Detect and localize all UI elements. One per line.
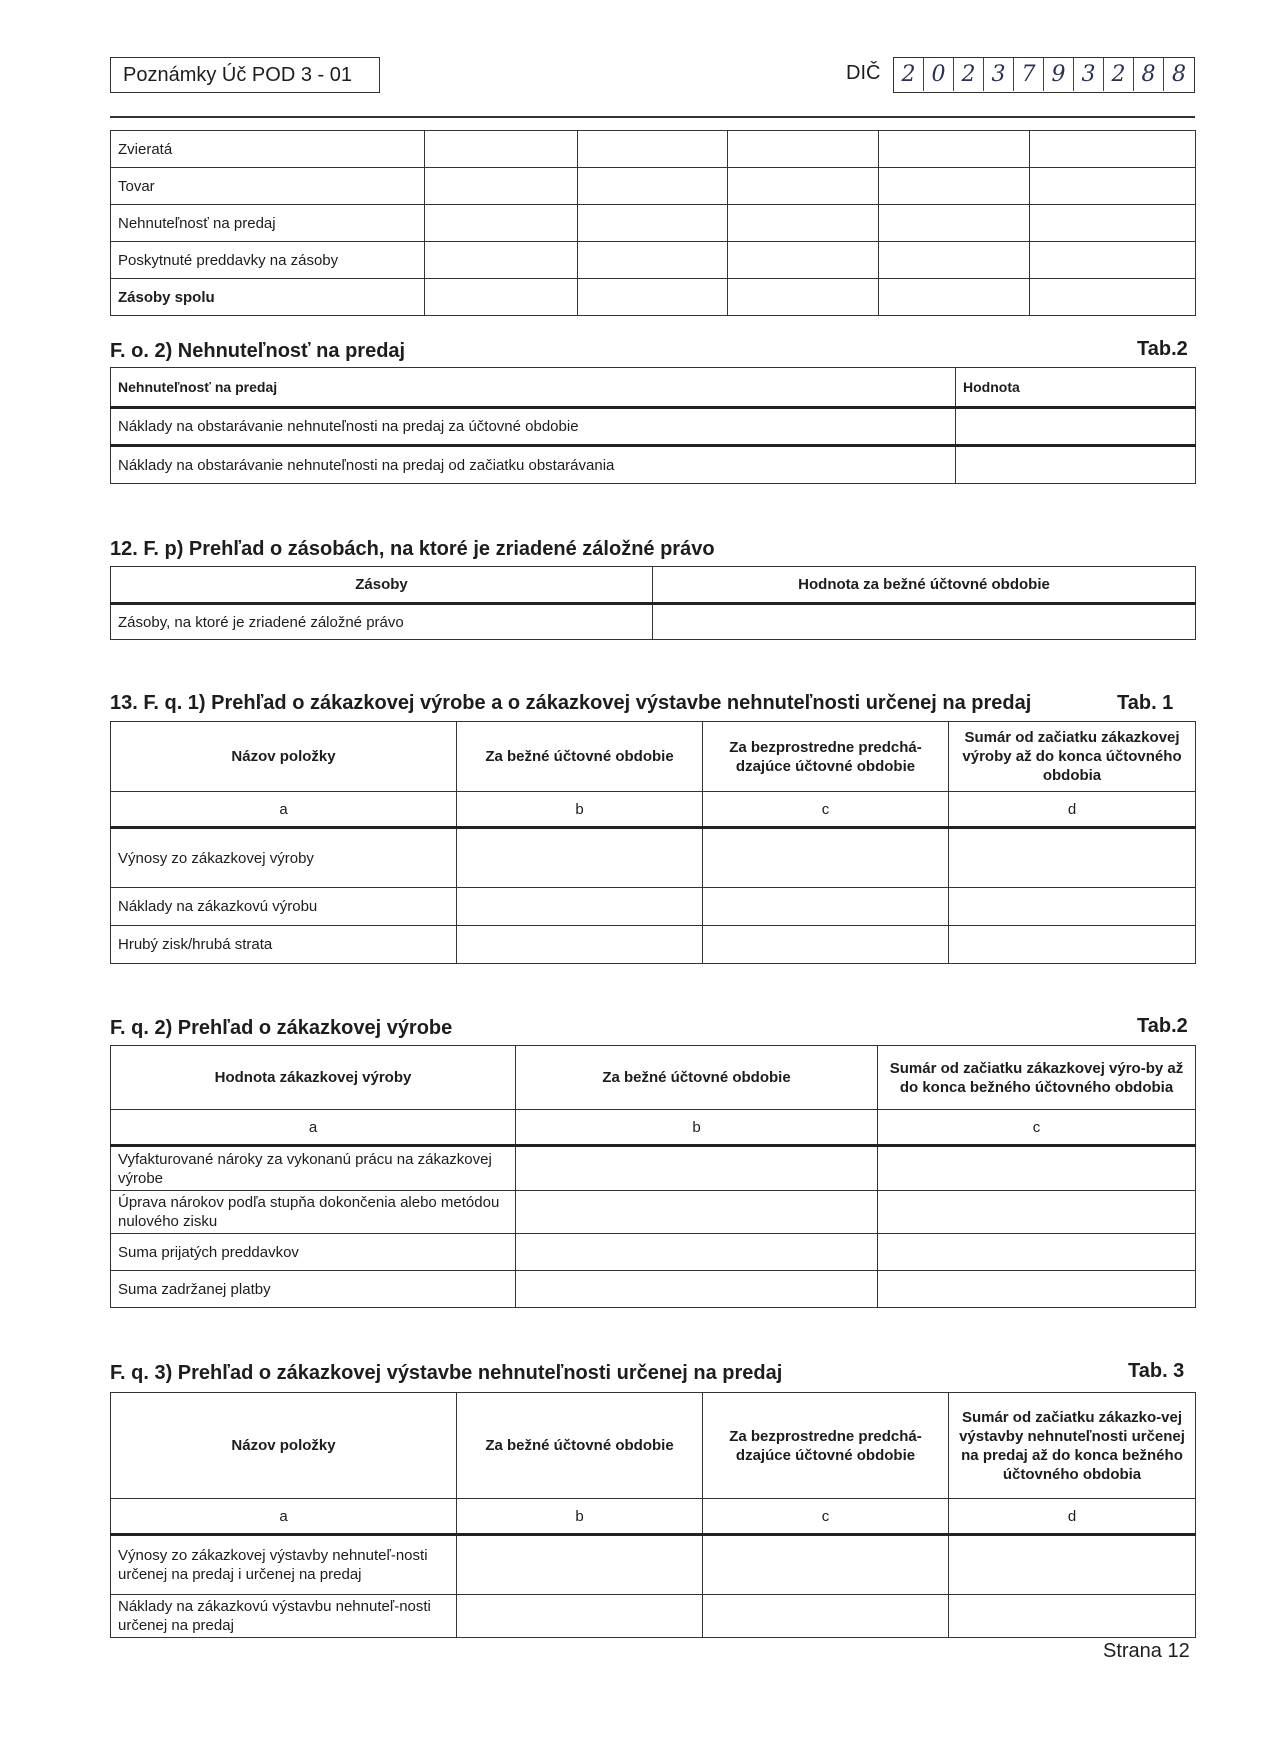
column-header: Hodnota — [956, 368, 1196, 408]
value-cell[interactable] — [457, 1595, 703, 1638]
value-cell[interactable] — [516, 1271, 878, 1308]
row-label: Výnosy zo zákazkovej výroby — [111, 828, 457, 888]
column-header: Názov položky — [111, 722, 457, 792]
table-header-row — [111, 1393, 1196, 1499]
row-label: Výnosy zo zákazkovej výstavby nehnuteľ-nosti určenej na predaj i určenej na predaj — [111, 1535, 457, 1595]
value-cell[interactable] — [425, 279, 578, 316]
column-header: Zásoby — [111, 567, 653, 604]
fo2-table — [110, 367, 1196, 484]
dic-digit[interactable]: 8 — [1172, 62, 1186, 87]
row-label: Hrubý zisk/hrubá strata — [111, 926, 457, 964]
dic-digit[interactable]: 7 — [1014, 58, 1044, 91]
column-letter: c — [878, 1110, 1196, 1146]
value-cell[interactable] — [703, 888, 949, 926]
column-header: Názov položky — [111, 1393, 457, 1499]
value-cell[interactable] — [516, 1191, 878, 1234]
value-cell[interactable] — [578, 131, 728, 168]
value-cell[interactable] — [949, 828, 1196, 888]
dic-digit[interactable]: 2 — [954, 58, 984, 91]
column-header: Sumár od začiatku zákazkovej výroby až do konca účtovného obdobia — [949, 722, 1196, 792]
letter-row — [111, 1499, 1196, 1535]
value-cell[interactable] — [728, 131, 879, 168]
value-cell[interactable] — [879, 131, 1030, 168]
table-row — [111, 1535, 1196, 1595]
value-cell[interactable] — [1030, 205, 1196, 242]
value-cell[interactable] — [1030, 131, 1196, 168]
column-letter: b — [457, 792, 703, 828]
form-title: Poznámky Úč POD 3 - 01 — [110, 57, 380, 93]
value-cell[interactable] — [578, 279, 728, 316]
table-row — [111, 1146, 1196, 1191]
value-cell[interactable] — [425, 131, 578, 168]
table-header-row — [111, 722, 1196, 792]
value-cell[interactable] — [1030, 242, 1196, 279]
value-cell[interactable] — [949, 1595, 1196, 1638]
table-header-row — [111, 567, 1196, 604]
row-label: Suma zadržanej platby — [111, 1271, 516, 1308]
value-cell[interactable] — [879, 279, 1030, 316]
letter-row — [111, 792, 1196, 828]
table-row — [111, 888, 1196, 926]
value-cell[interactable] — [457, 926, 703, 964]
row-label-total: Zásoby spolu — [111, 279, 425, 316]
value-cell[interactable] — [425, 242, 578, 279]
table-header-row — [111, 368, 1196, 408]
dic-digit[interactable]: 8 — [1134, 58, 1164, 91]
table-row — [111, 131, 1196, 168]
row-label: Suma prijatých preddavkov — [111, 1234, 516, 1271]
tab-label: Tab. 3 — [1128, 1360, 1185, 1382]
table-row — [111, 242, 1196, 279]
value-cell[interactable] — [878, 1234, 1196, 1271]
fq3-table — [110, 1392, 1196, 1638]
row-label: Náklady na obstarávanie nehnuteľnosti na predaj od začiatku obstarávania — [111, 446, 956, 484]
column-letter: a — [111, 1499, 457, 1535]
table-row — [111, 1234, 1196, 1271]
dic-digit[interactable]: 3 — [1074, 58, 1104, 91]
fp-table — [110, 566, 1196, 640]
column-letter: a — [111, 1110, 516, 1146]
value-cell[interactable] — [879, 205, 1030, 242]
column-header: Za bežné účtovné obdobie — [516, 1046, 878, 1110]
section-title-fq3: F. q. 3) Prehľad o zákazkovej výstavbe nehnuteľnosti určenej na predaj — [110, 1362, 783, 1384]
fq2-table — [110, 1045, 1196, 1308]
dic-digit[interactable]: 2 — [1104, 58, 1134, 91]
tab-label: Tab. 1 — [1117, 692, 1174, 714]
row-label: Nehnuteľnosť na predaj — [111, 205, 425, 242]
header-divider — [110, 116, 1195, 118]
table-row — [111, 926, 1196, 964]
value-cell[interactable] — [1030, 279, 1196, 316]
value-cell[interactable] — [457, 828, 703, 888]
value-cell[interactable] — [878, 1146, 1196, 1191]
value-cell[interactable] — [703, 1535, 949, 1595]
value-cell[interactable] — [425, 205, 578, 242]
fq1-table — [110, 721, 1196, 964]
value-cell[interactable] — [949, 926, 1196, 964]
value-cell[interactable] — [728, 242, 879, 279]
column-header: Sumár od začiatku zákazko-vej výstavby nehnuteľnosti určenej na predaj až do konca bežného účtovného obdobia — [949, 1393, 1196, 1499]
column-header: Za bezprostredne predchá-dzajúce účtovné obdobie — [703, 1393, 949, 1499]
value-cell[interactable] — [578, 205, 728, 242]
table-row — [111, 604, 1196, 640]
column-header: Hodnota zákazkovej výroby — [111, 1046, 516, 1110]
value-cell[interactable] — [516, 1234, 878, 1271]
column-letter: b — [457, 1499, 703, 1535]
table-row — [111, 1271, 1196, 1308]
column-header: Sumár od začiatku zákazkovej výro-by až do konca bežného účtovného obdobia — [878, 1046, 1196, 1110]
dic-label: DIČ — [846, 62, 881, 84]
dic-field[interactable] — [893, 57, 1195, 93]
value-cell[interactable] — [578, 168, 728, 205]
row-label: Zvieratá — [111, 131, 425, 168]
value-cell[interactable] — [878, 1191, 1196, 1234]
value-cell[interactable] — [457, 888, 703, 926]
section-title-fq2: F. q. 2) Prehľad o zákazkovej výrobe — [110, 1017, 453, 1039]
dic-digit[interactable]: 0 — [924, 58, 954, 91]
table-header-row — [111, 1046, 1196, 1110]
dic-digit[interactable]: 9 — [1044, 58, 1074, 91]
row-label: Poskytnuté preddavky na zásoby — [111, 242, 425, 279]
page-number: Strana 12 — [1103, 1640, 1190, 1662]
value-cell[interactable] — [516, 1146, 878, 1191]
value-cell[interactable] — [956, 446, 1196, 484]
table-row — [111, 446, 1196, 484]
table-row — [111, 1595, 1196, 1638]
row-label: Úprava nárokov podľa stupňa dokončenia alebo metódou nulového zisku — [111, 1191, 516, 1234]
value-cell[interactable] — [728, 205, 879, 242]
table-row — [111, 408, 1196, 446]
value-cell[interactable] — [728, 168, 879, 205]
value-cell[interactable] — [703, 1595, 949, 1638]
column-header: Za bežné účtovné obdobie — [457, 722, 703, 792]
column-letter: c — [703, 792, 949, 828]
section-title-fq1: 13. F. q. 1) Prehľad o zákazkovej výrobe a o zákazkovej výstavbe nehnuteľnosti určenej na predaj — [110, 692, 1032, 714]
row-label: Náklady na zákazkovú výrobu — [111, 888, 457, 926]
column-letter: a — [111, 792, 457, 828]
dic-digit[interactable]: 3 — [984, 58, 1014, 91]
column-letter: b — [516, 1110, 878, 1146]
column-letter: d — [949, 1499, 1196, 1535]
value-cell[interactable] — [728, 279, 879, 316]
column-header: Za bežné účtovné obdobie — [457, 1393, 703, 1499]
table-row — [111, 205, 1196, 242]
row-label: Zásoby, na ktoré je zriadené záložné právo — [111, 604, 653, 640]
letter-row — [111, 1110, 1196, 1146]
value-cell[interactable] — [578, 242, 728, 279]
table-row — [111, 828, 1196, 888]
column-letter: c — [703, 1499, 949, 1535]
value-cell[interactable] — [878, 1271, 1196, 1308]
value-cell[interactable] — [949, 888, 1196, 926]
row-label: Vyfakturované nároky za vykonanú prácu na zákazkovej výrobe — [111, 1146, 516, 1191]
section-title-fo2: F. o. 2) Nehnuteľnosť na predaj — [110, 340, 406, 362]
value-cell[interactable] — [457, 1535, 703, 1595]
value-cell[interactable] — [949, 1535, 1196, 1595]
value-cell[interactable] — [879, 242, 1030, 279]
row-label: Náklady na obstarávanie nehnuteľnosti na predaj za účtovné obdobie — [111, 408, 956, 446]
table-row — [111, 1191, 1196, 1234]
column-header: Za bezprostredne predchá-dzajúce účtovné obdobie — [703, 722, 949, 792]
value-cell[interactable] — [703, 926, 949, 964]
column-header: Hodnota za bežné účtovné obdobie — [653, 567, 1196, 604]
table-row-total — [111, 279, 1196, 316]
row-label: Náklady na zákazkovú výstavbu nehnuteľ-nosti určenej na predaj — [111, 1595, 457, 1638]
column-letter: d — [949, 792, 1196, 828]
column-header: Nehnuteľnosť na predaj — [111, 368, 956, 408]
value-cell[interactable] — [425, 168, 578, 205]
zasoby-table — [110, 130, 1196, 316]
tab-label: Tab.2 — [1137, 338, 1188, 360]
dic-digit[interactable]: 2 — [894, 58, 924, 91]
value-cell[interactable] — [956, 408, 1196, 446]
row-label: Tovar — [111, 168, 425, 205]
table-row — [111, 168, 1196, 205]
value-cell[interactable] — [703, 828, 949, 888]
tab-label: Tab.2 — [1137, 1015, 1188, 1037]
value-cell[interactable] — [1030, 168, 1196, 205]
value-cell[interactable] — [879, 168, 1030, 205]
section-title-fp: 12. F. p) Prehľad o zásobách, na ktoré je zriadené záložné právo — [110, 538, 715, 560]
value-cell[interactable] — [653, 604, 1196, 640]
